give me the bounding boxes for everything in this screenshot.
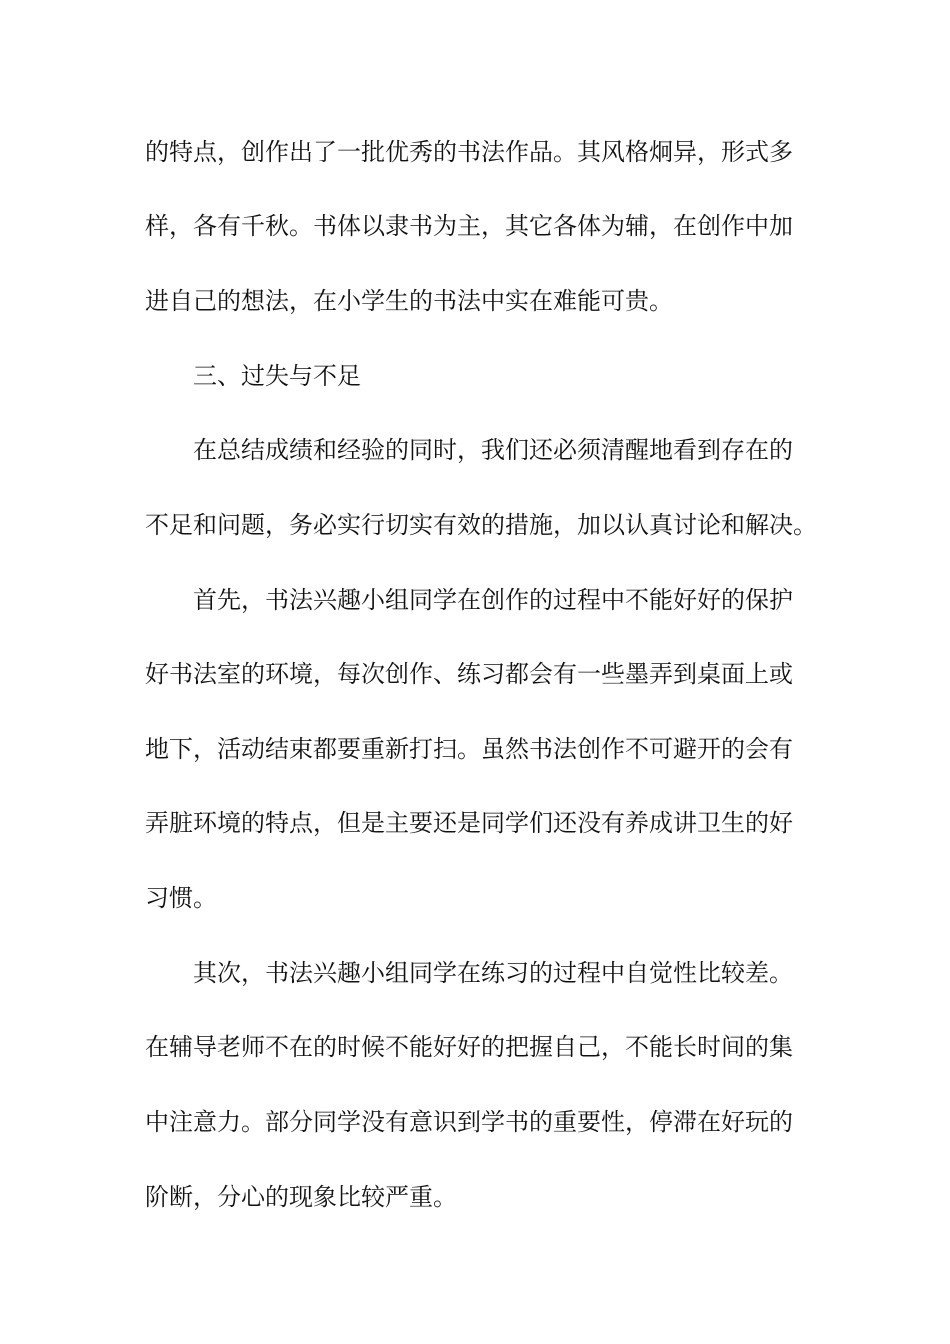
- paragraph-line-6: 不足和问题，务必实行切实有效的措施，加以认真讨论和解决。: [145, 511, 817, 539]
- paragraph-line-2: 样，各有千秋。书体以隶书为主，其它各体为辅，在创作中加: [145, 212, 793, 240]
- paragraph-line-8: 好书法室的环境，每次创作、练习都会有一些墨弄到桌面上或: [145, 660, 793, 688]
- paragraph-line-3: 进自己的想法，在小学生的书法中实在难能可贵。: [145, 287, 673, 315]
- paragraph-line-13: 在辅导老师不在的时候不能好好的把握自己，不能长时间的集: [145, 1033, 793, 1061]
- paragraph-line-11: 习惯。: [145, 884, 217, 912]
- paragraph-line-5: 在总结成绩和经验的同时，我们还必须清醒地看到存在的: [193, 436, 793, 464]
- paragraph-line-14: 中注意力。部分同学没有意识到学书的重要性，停滞在好玩的: [145, 1108, 793, 1136]
- section-heading: 三、过失与不足: [193, 362, 361, 390]
- paragraph-line-12: 其次，书法兴趣小组同学在练习的过程中自觉性比较差。: [193, 959, 793, 987]
- paragraph-line-7: 首先，书法兴趣小组同学在创作的过程中不能好好的保护: [193, 586, 793, 614]
- paragraph-line-1: 的特点，创作出了一批优秀的书法作品。其风格炯异，形式多: [145, 138, 793, 166]
- paragraph-line-15: 阶断，分心的现象比较严重。: [145, 1183, 457, 1211]
- paragraph-line-9: 地下，活动结束都要重新打扫。虽然书法创作不可避开的会有: [145, 735, 793, 763]
- paragraph-line-10: 弄脏环境的特点，但是主要还是同学们还没有养成讲卫生的好: [145, 809, 793, 837]
